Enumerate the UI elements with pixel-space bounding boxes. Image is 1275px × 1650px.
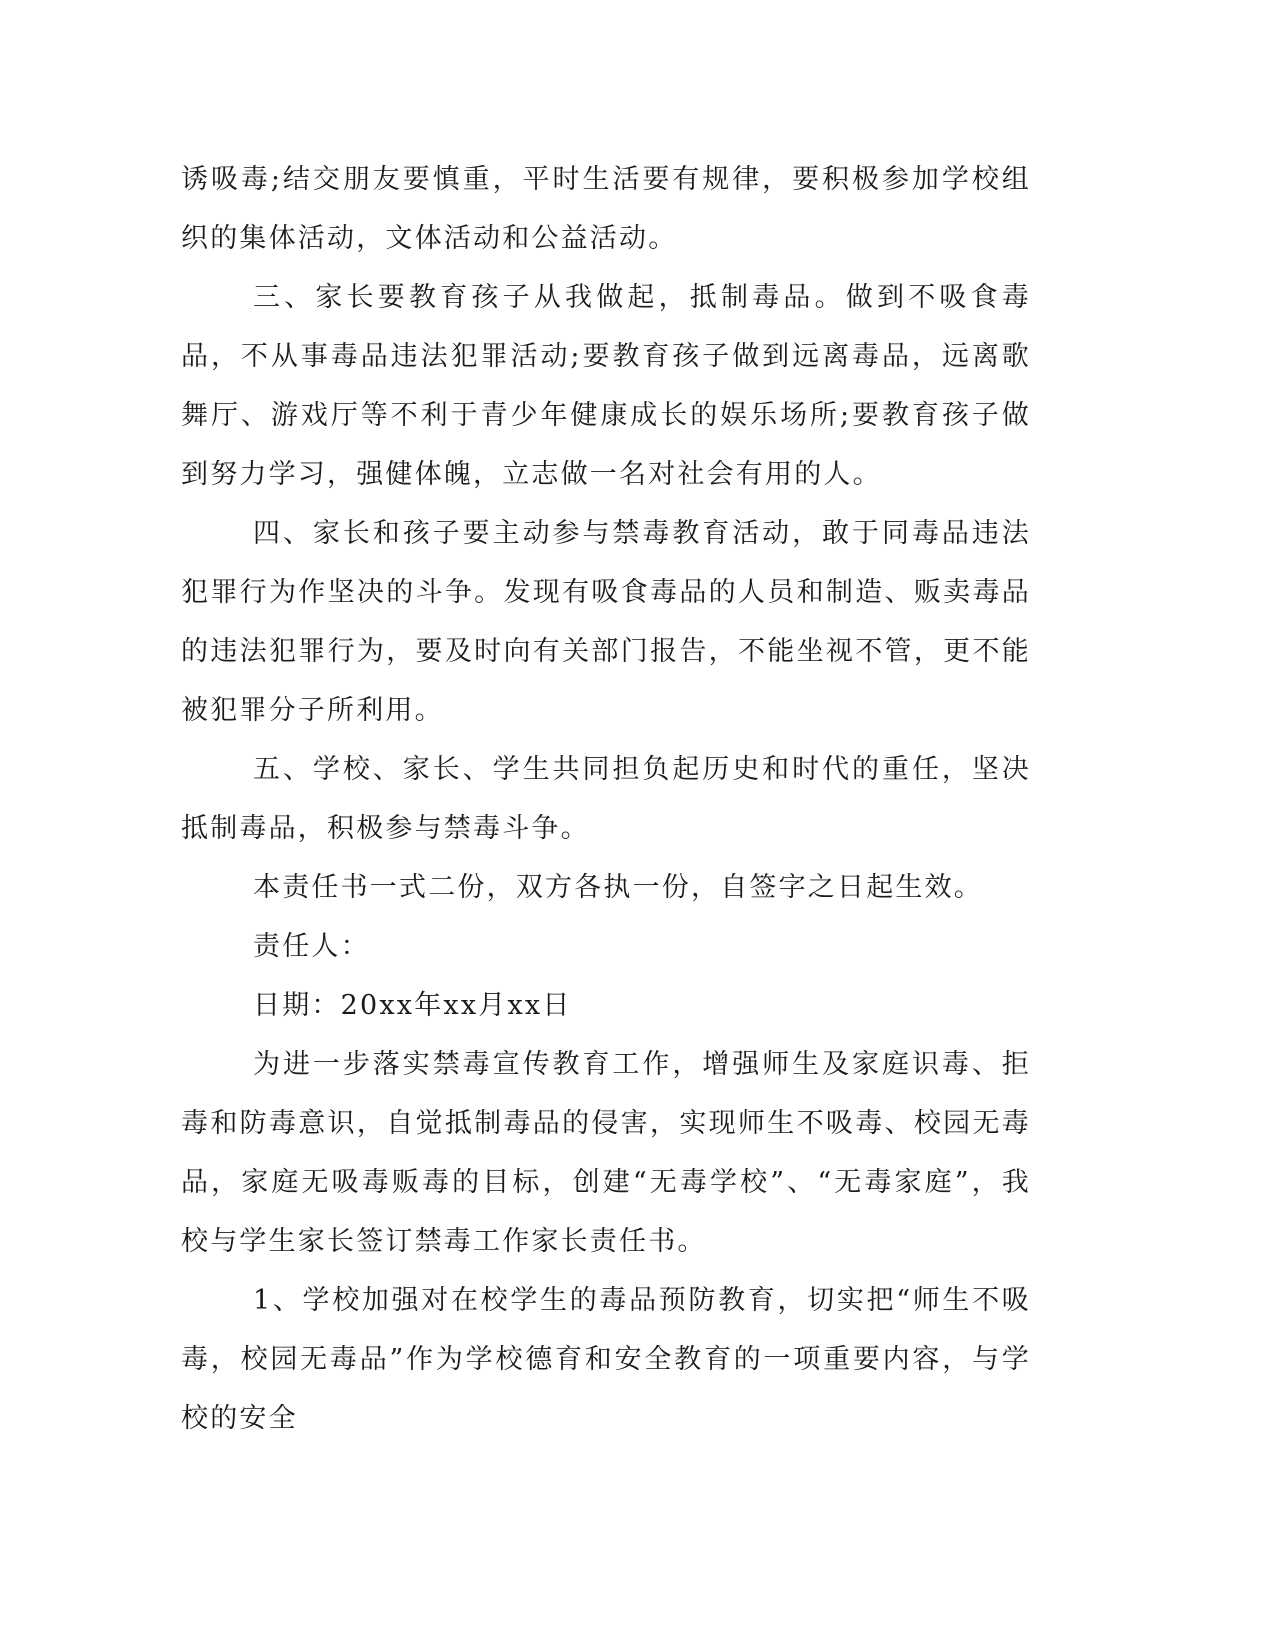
document-body (181, 150, 1031, 1448)
paragraph-validity: 本责任书一式二份，双方各执一份，自签字之日起生效。 (253, 872, 983, 903)
responsible-person-label: 责任人： (253, 931, 370, 962)
paragraph-item-four: 四、家长和孩子要主动参与禁毒教育活动，敢于同毒品违法犯罪行为作坚决的斗争。发现有吸食毒品的人员和制造、贩卖毒品的违法犯罪行为，要及时向有关部门报告，不能坐视不管，更不能被犯罪分子所利用。 (181, 518, 1031, 726)
paragraph-item-five: 五、学校、家长、学生共同担负起历史和时代的重任，坚决抵制毒品，积极参与禁毒斗争。 (181, 754, 1031, 844)
paragraph-continuation: 诱吸毒;结交朋友要慎重，平时生活要有规律，要积极参加学校组织的集体活动，文体活动和公益活动。 (181, 164, 1031, 254)
paragraph-introduction: 为进一步落实禁毒宣传教育工作，增强师生及家庭识毒、拒毒和防毒意识，自觉抵制毒品的侵害，实现师生不吸毒、校园无毒品，家庭无吸毒贩毒的目标，创建“无毒学校”、“无毒家庭”，我校与学生家长签订禁毒工作家长责任书。 (181, 1049, 1031, 1257)
paragraph-item-three: 三、家长要教育孩子从我做起，抵制毒品。做到不吸食毒品，不从事毒品违法犯罪活动;要教育孩子做到远离毒品，远离歌舞厅、游戏厅等不利于青少年健康成长的娱乐场所;要教育孩子做到努力学习，强健体魄，立志做一名对社会有用的人。 (181, 282, 1031, 490)
date-line: 日期：20xx年xx月xx日 (253, 990, 572, 1021)
paragraph-item-1: 1、学校加强对在校学生的毒品预防教育，切实把“师生不吸毒，校园无毒品”作为学校德育和安全教育的一项重要内容，与学校的安全 (181, 1285, 1031, 1434)
